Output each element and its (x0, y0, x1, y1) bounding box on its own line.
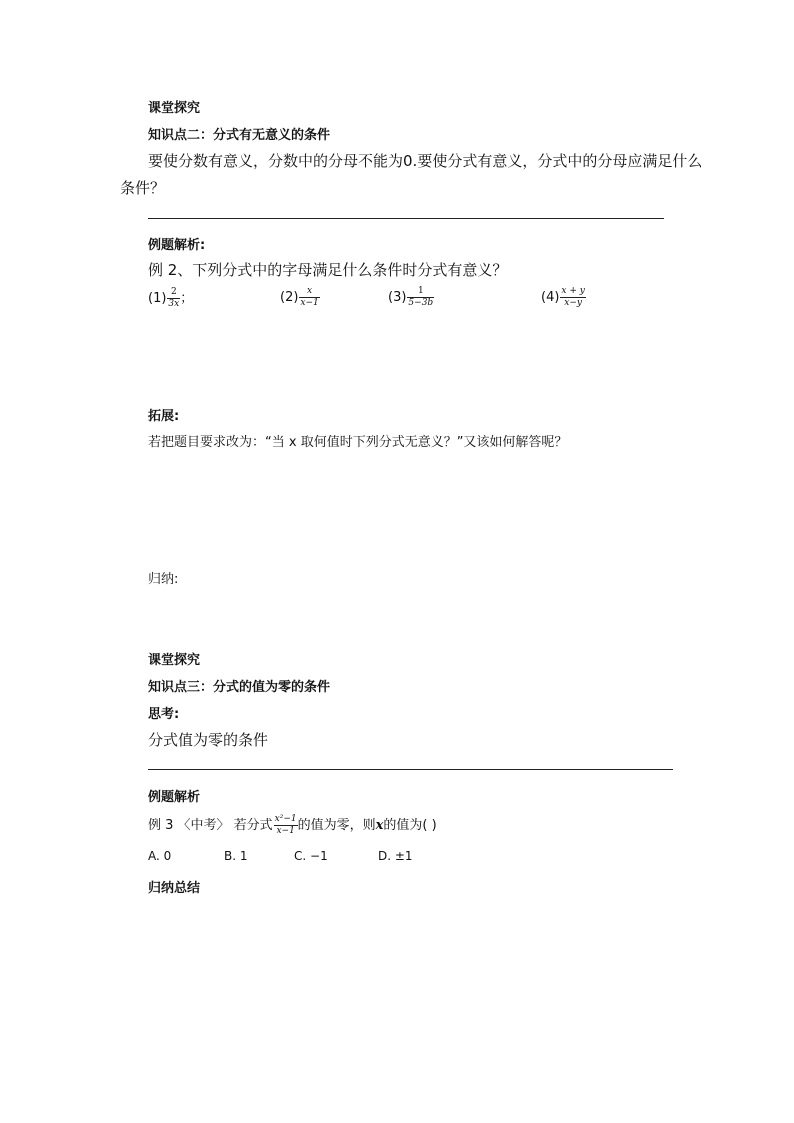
question-prefix: 例 3 〈中考〉 若分式 (148, 818, 273, 833)
numerator: 1 (417, 286, 424, 296)
item-label: (1) (148, 291, 167, 306)
denominator: x−1 (276, 826, 295, 836)
numerator: x²−1 (274, 814, 297, 824)
example-2-item-4 (541, 287, 586, 308)
item-label: (2) (280, 290, 299, 305)
section-header-2: 课堂探究 (148, 653, 201, 668)
item-label: (4) (541, 290, 560, 305)
answer-line-1 (148, 218, 664, 219)
answer-line-2 (148, 769, 673, 770)
denominator: 3x (168, 299, 180, 309)
fraction (299, 287, 319, 308)
summary-label-1: 归纳: (148, 572, 179, 587)
question-middle: 的值为零，则 (297, 818, 376, 833)
think-label: 思考: (148, 707, 180, 722)
example-2-item-3 (388, 287, 434, 308)
item-label: (3) (388, 290, 407, 305)
fraction (407, 287, 434, 308)
extension-text: 若把题目要求改为：“当 x 取何值时下列分式无意义？”又该如何解答呢？ (148, 435, 568, 450)
knowledge-point-3: 知识点三：分式的值为零的条件 (148, 680, 331, 695)
knowledge-point-2: 知识点二：分式有无意义的条件 (148, 128, 331, 143)
extension-header: 拓展: (148, 409, 180, 424)
fraction (167, 288, 180, 309)
example-header-2: 例题解析: (148, 238, 206, 253)
numerator: x + y (561, 286, 585, 296)
numerator: x (307, 286, 313, 296)
option-c: C. −1 (294, 849, 328, 863)
denominator: 5−3b (408, 298, 434, 308)
variable-x: x (375, 818, 384, 833)
example-header-3: 例题解析 (148, 790, 201, 805)
section-header-1: 课堂探究 (148, 101, 201, 116)
zero-condition-text: 分式值为零的条件 (148, 731, 269, 749)
question-suffix: 的值为( ) (383, 818, 437, 833)
question-line-2: 条件？ (120, 179, 166, 197)
example-2-prompt: 例 2、下列分式中的字母满足什么条件时分式有意义？ (148, 261, 508, 279)
example-2-item-1 (148, 287, 193, 309)
option-d: D. ±1 (378, 849, 413, 863)
option-a: A. 0 (148, 849, 172, 863)
denominator: x−y (564, 298, 582, 308)
summary-label-2: 归纳总结 (148, 881, 201, 896)
fraction (274, 815, 298, 836)
denominator: x−1 (300, 298, 319, 308)
question-line-1: 要使分数有意义，分数中的分母不能为0.要使分式有意义，分式中的分母应满足什么 (148, 152, 703, 170)
option-b: B. 1 (224, 849, 248, 863)
example-3-question (148, 814, 437, 836)
numerator: 2 (170, 287, 177, 297)
item-suffix: ； (180, 291, 194, 306)
example-2-item-2 (280, 287, 320, 308)
fraction (560, 287, 585, 308)
